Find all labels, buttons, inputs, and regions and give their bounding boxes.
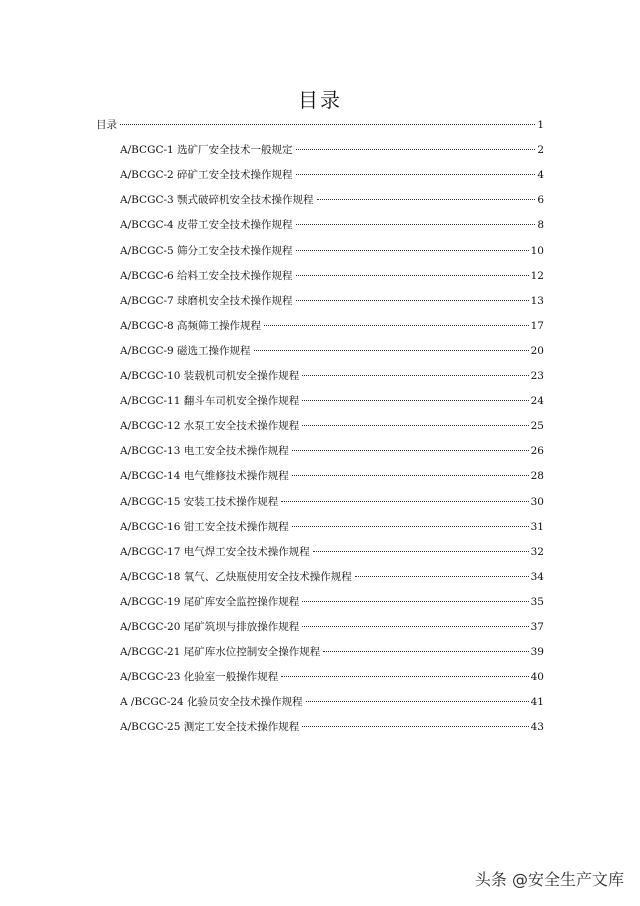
toc-entry-label: A/BCGC-20 尾矿筑坝与排放操作规程 [120,621,300,633]
toc-entry-label: A/BCGC-10 装载机司机安全操作规程 [120,370,300,382]
toc-entry[interactable] [120,143,544,157]
toc-entry-page-number: 39 [530,646,544,659]
dot-leader [292,450,529,451]
toc-entry-label: A/BCGC-25 测定工安全技术操作规程 [120,721,300,734]
toc-entry-page-number: 23 [530,370,544,382]
toc-entry[interactable] [120,294,544,308]
toc-entry-label: A/BCGC-7 球磨机安全技术操作规程 [120,294,293,307]
toc-entry[interactable] [120,394,544,408]
toc-entry[interactable] [120,545,544,559]
toc-entry-label: 目录 [96,119,117,131]
toc-entry-page-number: 20 [530,344,544,357]
toc-entry-label: A/BCGC-6 给料工安全技术操作规程 [120,269,293,282]
toc-entry[interactable] [120,570,544,584]
toc-entry-label: A/BCGC-16 钳工安全技术操作规程 [120,520,289,533]
dot-leader [296,174,536,175]
toc-entry[interactable] [120,419,544,433]
dot-leader [254,350,529,351]
toc-entry[interactable] [120,670,544,684]
toc-entry-page-number: 10 [530,244,544,257]
dot-leader [302,425,528,426]
toc-entry[interactable] [120,469,544,483]
toc-entry-label: A/BCGC-2 碎矿工安全技术操作规程 [120,169,293,182]
toc-entry[interactable] [120,645,544,659]
dot-leader [302,626,528,627]
dot-leader [120,124,535,125]
toc-entry-page-number: 26 [530,445,544,458]
dot-leader [264,325,529,326]
toc-entry[interactable] [120,319,544,333]
toc-entry-page-number: 32 [530,545,544,558]
dot-leader [296,224,536,225]
toc-entry[interactable] [120,620,544,634]
dot-leader [281,676,528,677]
toc-entry-contents[interactable] [96,118,544,132]
toc-entry-page-number: 41 [530,696,544,709]
toc-entry-page-number: 24 [530,395,544,408]
toc-entry-label: A/BCGC-11 翻斗车司机安全操作规程 [120,395,300,408]
toc-entry-label: A/BCGC-8 高频筛工操作规程 [120,319,262,332]
toc-entry-label: A/BCGC-18 氧气、乙炔瓶使用安全技术操作规程 [120,570,352,583]
toc-entry-page-number: 8 [537,219,544,232]
toc-entry[interactable] [120,369,544,383]
toc-entry-label: A/BCGC-14 电气维修技术操作规程 [120,470,289,483]
toc-entry-label: A/BCGC-5 筛分工安全技术操作规程 [120,244,293,257]
dot-leader [296,149,536,150]
toc-entry-label: A/BCGC-3 颚式破碎机安全技术操作规程 [120,194,314,207]
dot-leader [302,400,528,401]
toc-entry-label: A/BCGC-23 化验室一般操作规程 [120,671,279,684]
dot-leader [296,250,529,251]
toc-entry-label: A/BCGC-17 电气焊工安全技术操作规程 [120,545,310,558]
toc-entry[interactable] [120,344,544,358]
toc-entry-label: A/BCGC-13 电工安全技术操作规程 [120,445,289,458]
toc-entry[interactable] [120,193,544,207]
toc-entry-page-number: 40 [530,671,544,684]
toc-entry-page-number: 25 [530,420,544,433]
toc-entry-page-number: 35 [530,595,544,608]
toc-entry-page-number: 34 [530,570,544,583]
dot-leader [281,501,528,502]
toc-entry-page-number: 43 [530,721,544,734]
watermark: 头条 @安全生产文库 [474,870,624,889]
toc-entry-label: A/BCGC-15 安装工技术操作规程 [120,495,279,508]
toc-entry[interactable] [120,168,544,182]
toc-entry-page-number: 2 [537,144,544,157]
toc-entry[interactable] [120,720,544,734]
dot-leader [296,275,529,276]
dot-leader [313,551,529,552]
toc-entry[interactable] [120,269,544,283]
toc-entry-page-number: 37 [530,621,544,633]
toc-entry-page-number: 6 [537,194,544,207]
toc-entry[interactable] [120,218,544,232]
toc-entry-page-number: 4 [537,169,544,182]
toc-entry-page-number: 31 [530,520,544,533]
dot-leader [292,475,529,476]
toc-entry[interactable] [120,695,544,709]
toc-entry-label: A/BCGC-21 尾矿库水位控制安全操作规程 [120,646,321,659]
toc-entry-label: A/BCGC-19 尾矿库安全监控操作规程 [120,595,300,608]
dot-leader [292,526,529,527]
toc-entry-label: A/BCGC-12 水泵工安全技术操作规程 [120,420,300,433]
page-title: 目录 [298,88,342,112]
dot-leader [302,375,528,376]
toc-entry[interactable] [120,244,544,258]
dot-leader [302,601,528,602]
toc-entry[interactable] [120,520,544,534]
dot-leader [296,300,529,301]
toc-entry-page-number: 17 [530,319,544,332]
toc-entry-page-number: 1 [537,119,544,131]
toc-entry-label: A /BCGC-24 化验员安全技术操作规程 [120,696,303,709]
toc-entry-page-number: 12 [530,269,544,282]
dot-leader [317,199,536,200]
dot-leader [302,726,528,727]
toc-entry[interactable] [120,595,544,609]
toc-entry-page-number: 30 [530,495,544,508]
toc-entry-label: A/BCGC-4 皮带工安全技术操作规程 [120,219,293,232]
toc-entry-label: A/BCGC-9 磁选工操作规程 [120,344,251,357]
toc-entry[interactable] [120,495,544,509]
dot-leader [306,701,529,702]
toc-entry-label: A/BCGC-1 选矿厂安全技术一般规定 [120,144,293,157]
toc-entry[interactable] [120,444,544,458]
toc-entry-page-number: 13 [530,294,544,307]
dot-leader [323,651,528,652]
toc-entry-page-number: 28 [530,470,544,483]
dot-leader [355,576,529,577]
table-of-contents [0,114,640,754]
